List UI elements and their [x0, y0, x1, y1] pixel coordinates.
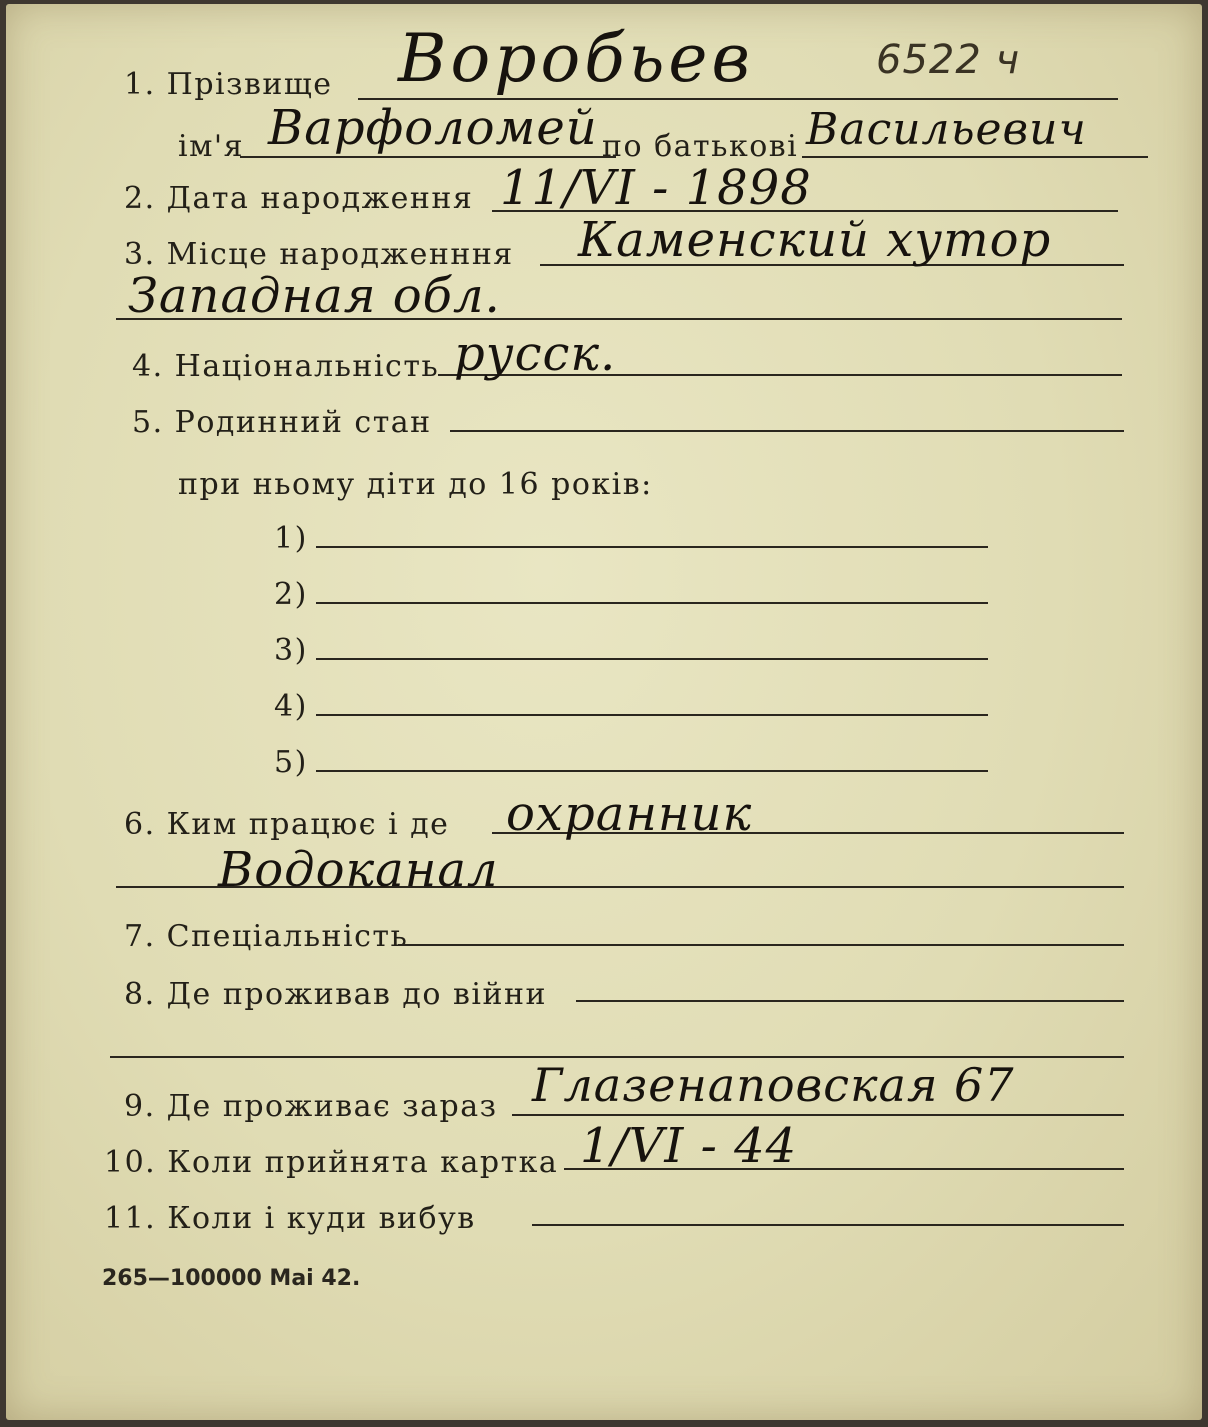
value-birth-place: Каменский хутор [578, 212, 1052, 268]
line-child-1 [316, 546, 988, 548]
value-work-line2: Водоканал [218, 842, 499, 898]
print-mark: 265—100000 Mai 42. [102, 1266, 361, 1291]
line-prewar-residence [576, 1000, 1124, 1002]
label-work: 6. Ким працює і де [124, 807, 450, 842]
label-child-1: 1) [274, 521, 308, 556]
line-family-status [450, 430, 1124, 432]
label-birth-date: 2. Дата народження [124, 181, 474, 216]
label-nationality: 4. Національність [132, 349, 440, 384]
label-child-5: 5) [274, 745, 308, 780]
children-heading: при ньому діти до 16 років: [178, 467, 653, 502]
label-first-name: ім'я [178, 129, 245, 164]
value-birth-date: 11/VI - 1898 [500, 160, 812, 216]
value-work: охранник [506, 786, 753, 842]
label-child-4: 4) [274, 689, 308, 724]
label-current-residence: 9. Де проживає зараз [124, 1089, 498, 1124]
card-number: 6522 ч [876, 37, 1021, 83]
label-prewar-residence: 8. Де проживав до війни [124, 977, 547, 1012]
value-birth-place-line2: Западная обл. [128, 268, 501, 324]
label-card-accepted: 10. Коли прийнята картка [104, 1145, 559, 1180]
value-first-name: Варфоломей [268, 100, 598, 156]
line-patronymic [802, 156, 1148, 158]
value-nationality: русск. [454, 326, 617, 382]
label-surname: 1. Прізвище [124, 67, 333, 102]
line-child-3 [316, 658, 988, 660]
label-specialty: 7. Спеціальність [124, 919, 409, 954]
registration-card [6, 4, 1202, 1420]
label-patronymic: по батькові [602, 129, 799, 164]
label-child-3: 3) [274, 633, 308, 668]
label-family-status: 5. Родинний стан [132, 405, 432, 440]
line-current-residence [512, 1114, 1124, 1116]
label-birth-place: 3. Місце народженння [124, 237, 514, 272]
label-child-2: 2) [274, 577, 308, 612]
value-surname: Воробьев [398, 20, 754, 97]
label-departed: 11. Коли і куди вибув [104, 1201, 476, 1236]
line-specialty [398, 944, 1124, 946]
value-current-residence: Глазенаповская 67 [532, 1058, 1015, 1112]
value-card-accepted: 1/VI - 44 [580, 1118, 798, 1174]
line-child-5 [316, 770, 988, 772]
line-first-name [240, 156, 616, 158]
line-child-4 [316, 714, 988, 716]
line-departed [532, 1224, 1124, 1226]
value-patronymic: Васильевич [806, 104, 1087, 155]
line-child-2 [316, 602, 988, 604]
